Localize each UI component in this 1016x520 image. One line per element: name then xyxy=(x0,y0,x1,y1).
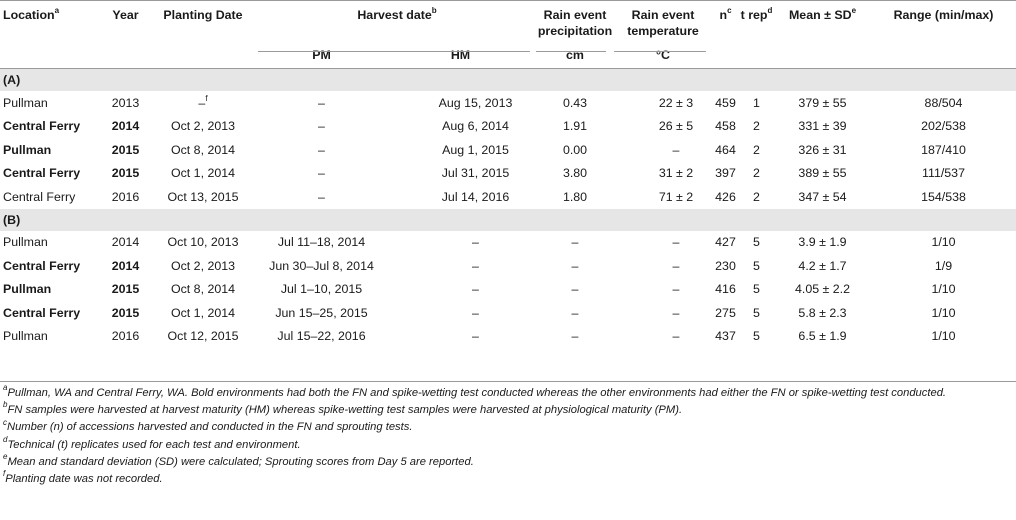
col-range: Range (min/max) xyxy=(893,8,994,22)
col-harvest-date: Harvest date$^b$ xyxy=(357,5,437,22)
table-row: Pullman 2016 Oct 12, 2015 Jul 15–22, 2016 – – – 437 5 6.5 ± 1.9 1/10 xyxy=(3,329,956,344)
table-row: Central Ferry 2014 Oct 2, 2013 Jun 30–Jul 8, 2014 – – – 230 5 4.2 ± 1.7 1/9 xyxy=(3,258,953,273)
footnote: $^a$Pullman, WA and Central Ferry, WA. Bold environments had both the FN and spike-wetting test conducted whereas the other environments had either the FN or spike-wetting test conducted. xyxy=(3,383,947,399)
col-pm: PM xyxy=(312,48,331,62)
col-planting-date: Planting Date xyxy=(163,8,243,22)
col-unit-degc: °C xyxy=(656,48,670,62)
table-row: Pullman 2015 Oct 8, 2014 – Aug 1, 2015 0.00 – 464 2 326 ± 31 187/410 xyxy=(3,142,966,157)
col-location: Location$^a$ xyxy=(3,5,60,22)
table-row: Central Ferry 2015 Oct 1, 2014 Jun 15–25, 2015 – – – 275 5 5.8 ± 2.3 1/10 xyxy=(3,305,956,320)
table-row: Pullman 2014 Oct 10, 2013 Jul 11–18, 2014 – – – 427 5 3.9 ± 1.9 1/10 xyxy=(3,235,956,250)
footnotes xyxy=(3,383,1009,489)
precip-header-rule xyxy=(536,51,606,52)
table-row: Pullman 2013 –$^f$ – Aug 15, 2013 0.43 22 ± 3 459 1 379 ± 55 88/504 xyxy=(3,93,963,110)
table-bottom-rule xyxy=(0,381,1016,382)
footnote: $^e$Mean and standard deviation (SD) were calculated; Sprouting scores from Day 5 are reported. xyxy=(3,452,474,468)
col-rain-temp: Rain event temperature xyxy=(627,8,699,38)
col-rain-precip: Rain event precipitation xyxy=(537,8,613,38)
col-year: Year xyxy=(112,8,139,22)
footnote: $^c$Number (n) of accessions harvested and conducted in the FN and sprouting tests. xyxy=(3,417,413,434)
col-unit-cm: cm xyxy=(566,48,584,62)
col-hm: HM xyxy=(450,48,471,62)
header-row-1 xyxy=(0,1,1016,43)
temp-header-rule xyxy=(614,51,706,52)
header-row-2 xyxy=(0,42,1016,69)
col-mean-sd: Mean ± $SD^e$ xyxy=(788,5,857,22)
table-row: Central Ferry 2014 Oct 2, 2013 – Aug 6, 2014 1.91 26 ± 5 458 2 331 ± 39 202/538 xyxy=(3,119,966,134)
table-row: Central Ferry 2016 Oct 13, 2015 – Jul 14, 2016 1.80 71 ± 2 426 2 347 ± 54 154/538 xyxy=(3,189,966,204)
footnote: $^b$FN samples were harvested at harvest maturity (HM) whereas spike-wetting test samples were harvested at physiological maturity (PM). xyxy=(3,400,683,417)
col-trep: t rep$^d$ xyxy=(740,5,773,22)
col-n: $n^c$ xyxy=(719,5,732,22)
footnote: $^f$Planting date was not recorded. xyxy=(3,469,163,486)
section-a-row: (A) xyxy=(0,69,1016,92)
table-row: Central Ferry 2015 Oct 1, 2014 – Jul 31, 2015 3.80 31 ± 2 397 2 389 ± 55 111/537 xyxy=(3,166,965,181)
table-row: Pullman 2015 Oct 8, 2014 Jul 1–10, 2015 – – – 416 5 4.05 ± 2.2 1/10 xyxy=(3,282,956,297)
footnote: $^d$Technical (t) replicates used for each test and environment. xyxy=(3,434,301,451)
harvest-header-rule xyxy=(258,51,530,52)
section-b-row: (B) xyxy=(0,209,1016,231)
